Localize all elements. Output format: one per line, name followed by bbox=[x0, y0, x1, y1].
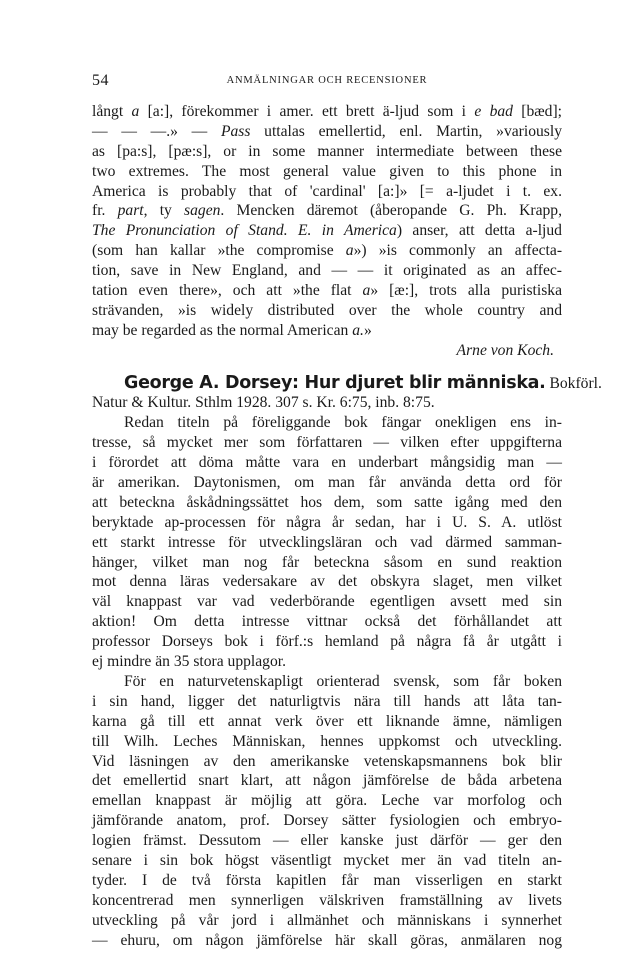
text-line: det emellertid snart klart, att någon jämförelse de båda arbetena bbox=[92, 772, 562, 790]
text-line: utveckling på vår jord i allmänhet och människans i synnerhet bbox=[92, 911, 562, 929]
text-line: tation even there», och att »the flat a» [æ:], trots alla puristiska bbox=[92, 282, 562, 300]
previous-review-text bbox=[92, 102, 562, 361]
text-line: The Pronunciation of Stand. E. in America) anser, att detta a-ljud bbox=[92, 222, 562, 240]
text-line: aktion! Om detta intresse vittnar också det förhållandet att bbox=[92, 613, 562, 631]
text-line: logien främst. Dessutom — eller kanske just därför — ger den bbox=[92, 832, 562, 850]
text-line: karna gå till ett annat verk över ett liknande ämne, nämligen bbox=[92, 712, 562, 730]
text-line: i sin hand, ligger det naturligtvis nära till hands att låta tan- bbox=[92, 692, 562, 710]
text-line: väl knappast var vad vederbörande egentligen avsett med sin bbox=[92, 593, 562, 611]
review-heading bbox=[92, 372, 602, 414]
text-line: mot denna läras vedersakare av det obskyra slaget, men vilket bbox=[92, 573, 562, 591]
text-line: as [pa:s], [pæ:s], or in some manner intermediate between these bbox=[92, 142, 563, 160]
text-line: America is probably that of 'cardinal' [a:]» [= a-ljudet i t. ex. bbox=[92, 182, 562, 200]
text-line: senare i sin bok högst väsentligt mycket mer än vad titeln an- bbox=[92, 851, 562, 869]
reviewer-signature: Arne von Koch. bbox=[456, 341, 554, 359]
text-line: may be regarded as the normal American a.» bbox=[92, 321, 372, 339]
page-number: 54 bbox=[92, 72, 109, 89]
review-heading-line bbox=[92, 372, 602, 394]
publisher-line-1: Bokförl. bbox=[549, 374, 602, 392]
review-paragraph-2 bbox=[92, 672, 562, 950]
review-paragraph-1 bbox=[92, 413, 562, 672]
text-line: tresse, så mycket mer som författaren — vilken efter uppgifterna bbox=[92, 434, 562, 452]
text-line: ej mindre än 35 stora upplagor. bbox=[92, 653, 287, 671]
text-line: strävanden, »is widely distributed over the whole country and bbox=[92, 301, 562, 319]
page-header bbox=[92, 72, 562, 92]
text-line: ett starkt intresse för utvecklingsläran och vad därmed samman- bbox=[92, 533, 562, 551]
text-line: fr. part, ty sagen. Mencken däremot (åberopande G. Ph. Krapp, bbox=[92, 202, 563, 220]
text-line: Redan titeln på föreliggande bok fängar onekligen ens in- bbox=[124, 414, 562, 432]
text-line: långt a [a:], förekommer i amer. ett brett ä-ljud som i e bad [bæd]; bbox=[92, 103, 562, 120]
text-line: — — —.» — Pass uttalas emellertid, enl. Martin, »variously bbox=[92, 122, 562, 140]
review-title: George A. Dorsey: Hur djuret blir människa. bbox=[124, 372, 546, 393]
text-line: (som han kallar »the compromise a») »is commonly an affecta- bbox=[92, 242, 563, 260]
text-line: beryktade ap-processen för några år sedan, har i U. S. A. utlöst bbox=[92, 513, 562, 531]
text-line: Vid läsningen av den amerikanske vetenskapsmannens bok blir bbox=[92, 752, 562, 770]
text-line: — ehuru, om någon jämförelse här skall göras, anmälaren nog bbox=[92, 931, 562, 949]
text-line: koncentrerad men synnerligen välskriven framställning av livets bbox=[92, 891, 562, 909]
text-line: hänger, vilket man nog får beteckna såsom en sund reaktion bbox=[92, 553, 562, 571]
text-line: till Wilh. Leches Människan, hennes uppkomst och utveckling. bbox=[92, 732, 562, 750]
text-line: two extremes. The most general value given to this phone in bbox=[92, 162, 562, 180]
publisher-line-2: Natur & Kultur. Sthlm 1928. 307 s. Kr. 6:75, inb. 8:75. bbox=[92, 394, 435, 412]
text-line: jämförande anatom, prof. Dorsey sätter fysiologien och embryo- bbox=[92, 812, 562, 830]
text-line: att beteckna åskådningssättet hos dem, som satte igång med den bbox=[92, 493, 562, 511]
text-line: För en naturvetenskapligt orienterad svensk, som får boken bbox=[124, 672, 562, 690]
text-line: är amerikan. Daytonismen, om man får använda detta ord för bbox=[92, 474, 562, 492]
text-line: tyder. I de två första kapitlen får man visserligen en starkt bbox=[92, 871, 562, 889]
text-line: professor Dorseys bok i förf.:s hemland på några få år utgått i bbox=[92, 633, 562, 651]
text-line: tion, save in New England, and — — it originated as an affec- bbox=[92, 262, 562, 280]
text-line: i förordet att döma måtte vara en underbart mångsidig man — bbox=[92, 454, 562, 472]
running-head: ANMÄLNINGAR OCH RECENSIONER bbox=[226, 75, 428, 86]
body-text bbox=[92, 102, 602, 950]
text-line: emellan knappast är möjlig att göra. Leche var morfolog och bbox=[92, 792, 562, 810]
